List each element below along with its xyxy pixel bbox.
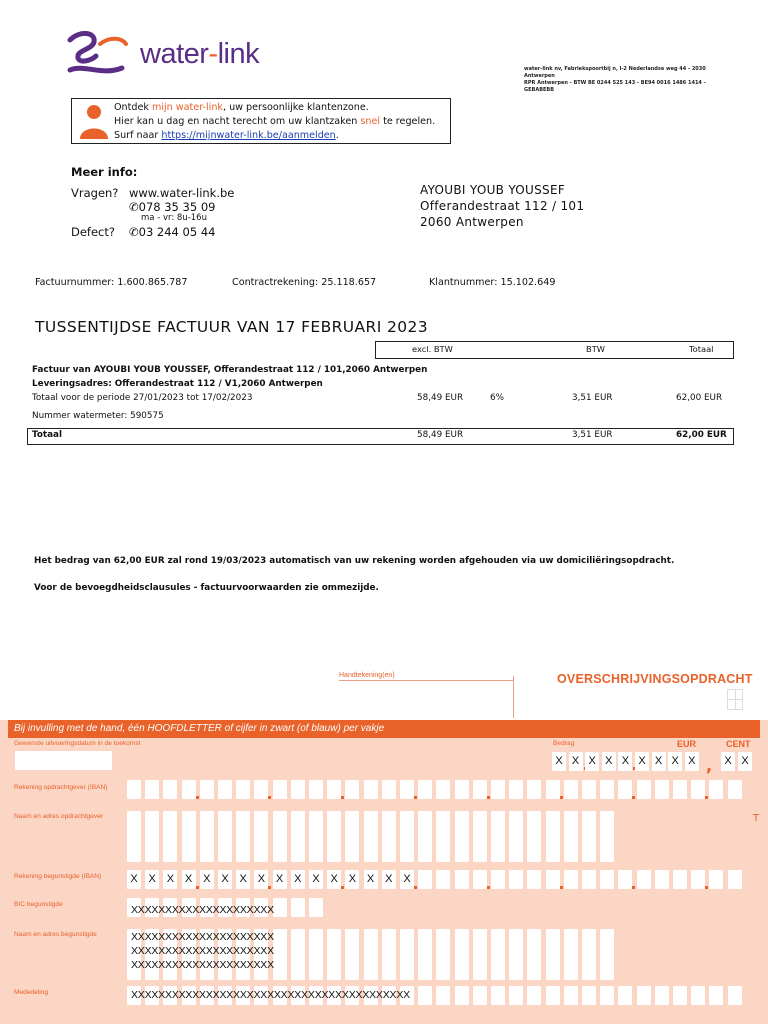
amount-cell[interactable]: X [685,752,699,771]
name-payer-cell[interactable] [163,843,177,862]
iban-payer-cell[interactable] [637,780,651,799]
name-payer-cell[interactable] [418,843,432,862]
iban-payer-cell[interactable] [527,780,541,799]
name-payer-cell[interactable] [364,843,378,862]
invoice-table-header [375,341,734,359]
period-excl: 58,49 EUR [417,393,464,403]
iban-payer-cell[interactable] [309,780,323,799]
iban-payee-cell[interactable]: X [254,870,268,889]
message-cell[interactable] [655,986,669,1005]
name-payer-cell[interactable] [291,843,305,862]
group-separator [632,796,635,799]
name-payee-cell[interactable] [400,961,414,980]
logo-wordmark: water-link [140,38,260,70]
promo-line-1: Ontdek mijn water-link, uw persoonlijke klantenzone. [114,102,369,113]
group-separator [196,796,199,799]
amount-cell[interactable]: X [618,752,632,771]
message-cell[interactable] [491,986,505,1005]
iban-payer-cell[interactable] [691,780,705,799]
iban-payer-cell[interactable] [364,780,378,799]
opening-hours: ma - vr: 8u-16u [141,213,207,223]
date-label: Gewenste uitvoeringsdatum in de toekomst [14,740,141,747]
message-cell[interactable] [618,986,632,1005]
iban-payer-cell[interactable] [291,780,305,799]
name-payee-label: Naam en adres begunstigde [14,931,97,938]
phone-defect: ✆03 244 05 44 [129,225,216,239]
amount-cell[interactable]: X [602,752,616,771]
iban-payer-cell[interactable] [254,780,268,799]
user-icon [79,103,109,139]
name-payer-cell[interactable] [254,843,268,862]
iban-payee-cell[interactable]: X [327,870,341,889]
total-label: Totaal [32,430,62,440]
amount-cell[interactable]: X [585,752,599,771]
total-excl: 58,49 EUR [417,430,464,440]
mijnwater-link-link[interactable]: https://mijnwater-link.be/aanmelden [161,130,336,141]
iban-payee-cell[interactable]: X [218,870,232,889]
message-cell[interactable] [473,986,487,1005]
iban-payer-cell[interactable] [455,780,469,799]
name-payee-cell[interactable] [436,961,450,980]
amount-cell[interactable]: X [569,752,583,771]
period-total: 62,00 EUR [676,393,723,403]
iban-payer-cell[interactable] [655,780,669,799]
payee-line-3[interactable]: XXXXXXXXXXXXXXXXXXXXX [131,959,274,971]
name-payee-cell[interactable] [564,961,578,980]
iban-payer-cell[interactable] [200,780,214,799]
iban-payer-cell[interactable] [400,780,414,799]
col-excl-btw: excl. BTW [412,344,453,354]
invoice-number: Factuurnummer: 1.600.865.787 [35,277,188,288]
iban-payee-cell[interactable]: X [291,870,305,889]
group-separator [560,796,563,799]
contract-account: Contractrekening: 25.118.657 [232,277,377,288]
iban-payer-cell[interactable] [327,780,341,799]
group-separator [632,886,635,889]
name-payer-cell[interactable] [200,843,214,862]
iban-payee-cell[interactable] [473,870,487,889]
iban-payer-cell[interactable] [491,780,505,799]
customer-address [420,182,584,230]
iban-payee-cell[interactable] [509,870,523,889]
col-btw: BTW [586,344,605,354]
message-cell[interactable] [564,986,578,1005]
name-payer-cell[interactable] [309,843,323,862]
iban-payer-cell[interactable] [182,780,196,799]
message-cell[interactable] [418,986,432,1005]
date-cell[interactable] [50,751,64,770]
cent-cell[interactable]: X [738,752,752,771]
name-payee-cell[interactable] [473,961,487,980]
message-cell[interactable] [509,986,523,1005]
name-payee-cell[interactable] [455,961,469,980]
iban-payee-cell[interactable]: X [163,870,177,889]
amount-cell[interactable]: X [635,752,649,771]
iban-payee-cell[interactable] [600,870,614,889]
iban-payer-cell[interactable] [236,780,250,799]
payee-line-2[interactable]: XXXXXXXXXXXXXXXXXXXXX [131,945,274,957]
period-rate: 6% [490,393,504,403]
name-payer-cell[interactable] [546,843,560,862]
iban-payee-cell[interactable] [691,870,705,889]
amount-cell[interactable]: X [552,752,566,771]
name-payer-cell[interactable] [509,843,523,862]
decimal-comma: , [706,756,713,775]
group-separator [560,886,563,889]
name-payee-cell[interactable] [491,961,505,980]
iban-payee-label: Rekening begunstigde (IBAN) [14,873,102,880]
amount-label: Bedrag [553,740,575,747]
bic-cell[interactable] [309,898,323,917]
name-payer-cell[interactable] [455,843,469,862]
name-payer-cell[interactable] [382,843,396,862]
date-cell[interactable] [74,751,88,770]
iban-payee-cell[interactable] [491,870,505,889]
name-payee-cell[interactable] [309,961,323,980]
message-cell[interactable] [691,986,705,1005]
payee-line-1[interactable]: XXXXXXXXXXXXXXXXXXXXX [131,931,274,943]
date-cell[interactable] [98,751,112,770]
bic-cell[interactable] [273,898,287,917]
name-payer-cell[interactable] [436,843,450,862]
iban-payee-cell[interactable]: X [400,870,414,889]
group-separator [268,796,271,799]
name-payee-cell[interactable] [364,961,378,980]
iban-payer-cell[interactable] [163,780,177,799]
group-separator [705,796,708,799]
iban-payee-cell[interactable]: X [236,870,250,889]
group-separator [268,886,271,889]
period-label: Totaal voor de periode 27/01/2023 tot 17/02/2023 [32,393,253,403]
name-payer-cell[interactable] [218,843,232,862]
name-payer-cell[interactable] [400,843,414,862]
cent-label: CENT [726,739,751,749]
group-separator [705,886,708,889]
iban-payer-cell[interactable] [345,780,359,799]
name-payee-cell[interactable] [273,961,287,980]
promo-line-3: Surf naar https://mijnwater-link.be/aanmelden. [114,130,339,141]
name-payer-cell[interactable] [527,843,541,862]
group-separator [341,886,344,889]
meer-info-heading: Meer info: [71,165,138,179]
total-btw: 3,51 EUR [572,430,613,440]
iban-payee-cell[interactable]: X [364,870,378,889]
iban-payer-cell[interactable] [145,780,159,799]
name-payer-cell[interactable] [491,843,505,862]
iban-payee-cell[interactable] [582,870,596,889]
name-payer-cell[interactable] [145,843,159,862]
message-cell[interactable] [673,986,687,1005]
iban-payer-label: Rekening opdrachtgever (IBAN) [14,784,108,791]
iban-payer-cell[interactable] [673,780,687,799]
iban-payee-cell[interactable] [637,870,651,889]
name-payer-cell[interactable] [473,843,487,862]
iban-payer-cell[interactable] [382,780,396,799]
eur-label: EUR [677,739,697,749]
bic-cell[interactable] [291,898,305,917]
signature-line [339,680,514,681]
message-cell[interactable] [600,986,614,1005]
bic-value[interactable]: XXXXXXXXXXXXXXXXXXXXX [131,904,274,916]
name-payee-cell[interactable] [382,961,396,980]
name-payee-cell[interactable] [418,961,432,980]
iban-payer-cell[interactable] [127,780,141,799]
iban-payee-cell[interactable] [546,870,560,889]
iban-payer-cell[interactable] [218,780,232,799]
message-cell[interactable] [527,986,541,1005]
name-payee-cell[interactable] [509,961,523,980]
name-payer-label: Naam en adres opdrachtgever [14,813,104,820]
website-link[interactable]: www.water-link.be [129,186,235,200]
date-cell[interactable] [26,751,40,770]
clauses-notice: Voor de bevoegdheidsclausules - factuurvoorwaarden zie ommezijde. [34,583,379,593]
message-cell[interactable] [582,986,596,1005]
cent-cell[interactable]: X [721,752,735,771]
signature-divider [513,676,514,718]
form-title: OVERSCHRIJVINGSOPDRACHT [557,672,753,686]
name-payer-cell[interactable] [127,843,141,862]
group-separator [487,886,490,889]
name-payer-cell[interactable] [236,843,250,862]
message-label: Mededeling [14,989,49,996]
promo-line-2: Hier kan u dag en nacht terecht om uw klantzaken snel te regelen. [114,116,436,127]
message-cell[interactable] [709,986,723,1005]
iban-payer-cell[interactable] [418,780,432,799]
iban-payer-cell[interactable] [546,780,560,799]
signature-label: Handtekening(en) [339,672,395,679]
name-payer-cell[interactable] [273,843,287,862]
invoice-title: TUSSENTIJDSE FACTUUR VAN 17 FEBRUARI 2023 [35,318,429,336]
iban-payer-cell[interactable] [600,780,614,799]
water-link-logo-icon [66,30,130,78]
name-payee-cell[interactable] [345,961,359,980]
name-payee-cell[interactable] [582,961,596,980]
iban-payee-cell[interactable] [455,870,469,889]
name-payee-cell[interactable] [546,961,560,980]
group-separator [414,796,417,799]
iban-payee-cell[interactable]: X [145,870,159,889]
name-payer-cell[interactable] [327,843,341,862]
leveringsadres: Leveringsadres: Offerandestraat 112 / V1,2060 Antwerpen [32,379,323,389]
iban-payer-cell[interactable] [273,780,287,799]
iban-payer-cell[interactable] [582,780,596,799]
iban-payer-cell[interactable] [709,780,723,799]
name-payee-cell[interactable] [600,961,614,980]
defect-label: Defect? [71,225,115,239]
group-separator [487,796,490,799]
amount-cell[interactable]: X [652,752,666,771]
iban-payee-cell[interactable] [418,870,432,889]
name-payer-cell[interactable] [600,843,614,862]
name-payer-cell[interactable] [564,843,578,862]
iban-payee-cell[interactable] [527,870,541,889]
message-cell[interactable] [637,986,651,1005]
iban-payee-cell[interactable] [709,870,723,889]
iban-payee-cell[interactable] [655,870,669,889]
period-btw: 3,51 EUR [572,393,613,403]
iban-payee-cell[interactable] [673,870,687,889]
name-payee-cell[interactable] [527,961,541,980]
iban-payee-cell[interactable] [564,870,578,889]
group-separator [196,886,199,889]
amount-cell[interactable]: X [668,752,682,771]
bic-label: BIC begunstigde [14,901,63,908]
iban-payer-cell[interactable] [473,780,487,799]
message-cell[interactable] [455,986,469,1005]
iban-payer-cell[interactable] [509,780,523,799]
client-number: Klantnummer: 15.102.649 [429,277,556,288]
factuur-van: Factuur van AYOUBI YOUB YOUSSEF, Offerandestraat 112 / 101,2060 Antwerpen [32,365,428,375]
iban-payer-cell[interactable] [618,780,632,799]
group-separator [414,886,417,889]
iban-payer-cell[interactable] [564,780,578,799]
form-instruction-text: Bij invulling met de hand, één HOOFDLETTER of cijfer in zwart (of blauw) per vakje [14,723,385,734]
form-code-box [727,689,743,710]
iban-payee-cell[interactable]: X [345,870,359,889]
mijn-water-link-promo [71,98,451,144]
message-value[interactable]: XXXXXXXXXXXXXXXXXXXXXXXXXXXXXXXXXXXXXXXXX [131,989,410,1001]
group-separator [341,796,344,799]
domiciliation-notice: Het bedrag van 62,00 EUR zal rond 19/03/2023 automatisch van uw rekening worden afgehouden via uw domiciliëringsopdracht. [34,556,675,566]
t-marker: T [753,813,760,824]
iban-payee-cell[interactable]: X [309,870,323,889]
iban-payee-cell[interactable]: X [273,870,287,889]
customer-street: Offerandestraat 112 / 101 [420,199,585,213]
name-payer-cell[interactable] [345,843,359,862]
iban-payer-cell[interactable] [436,780,450,799]
iban-payee-cell[interactable]: X [127,870,141,889]
customer-name: AYOUBI YOUB YOUSSEF [420,183,566,197]
meter-number: Nummer watermeter: 590575 [32,411,164,421]
iban-payee-cell[interactable] [436,870,450,889]
message-cell[interactable] [546,986,560,1005]
vragen-label: Vragen? [71,186,119,200]
name-payee-cell[interactable] [327,961,341,980]
iban-payee-cell[interactable]: X [382,870,396,889]
customer-city: 2060 Antwerpen [420,215,524,229]
iban-payee-cell[interactable] [618,870,632,889]
name-payee-cell[interactable] [291,961,305,980]
message-cell[interactable] [728,986,742,1005]
company-legal-info: water-link nv, Fabriekspoortbij n, l-2 Nederlandse weg 44 - 2030 Antwerpen RPR Antwerpen - BTW BE 0244 525 143 - BE94 0016 1486 1414 - GEBABEBB [524,66,706,93]
iban-payee-cell[interactable] [728,870,742,889]
iban-payee-cell[interactable]: X [200,870,214,889]
iban-payee-cell[interactable]: X [182,870,196,889]
col-totaal: Totaal [689,344,714,354]
name-payer-cell[interactable] [182,843,196,862]
name-payer-cell[interactable] [582,843,596,862]
phone-questions: ✆078 35 35 09 [129,200,216,214]
iban-payer-cell[interactable] [728,780,742,799]
message-cell[interactable] [436,986,450,1005]
total-total: 62,00 EUR [676,430,727,440]
invoice-total-row [27,428,734,445]
